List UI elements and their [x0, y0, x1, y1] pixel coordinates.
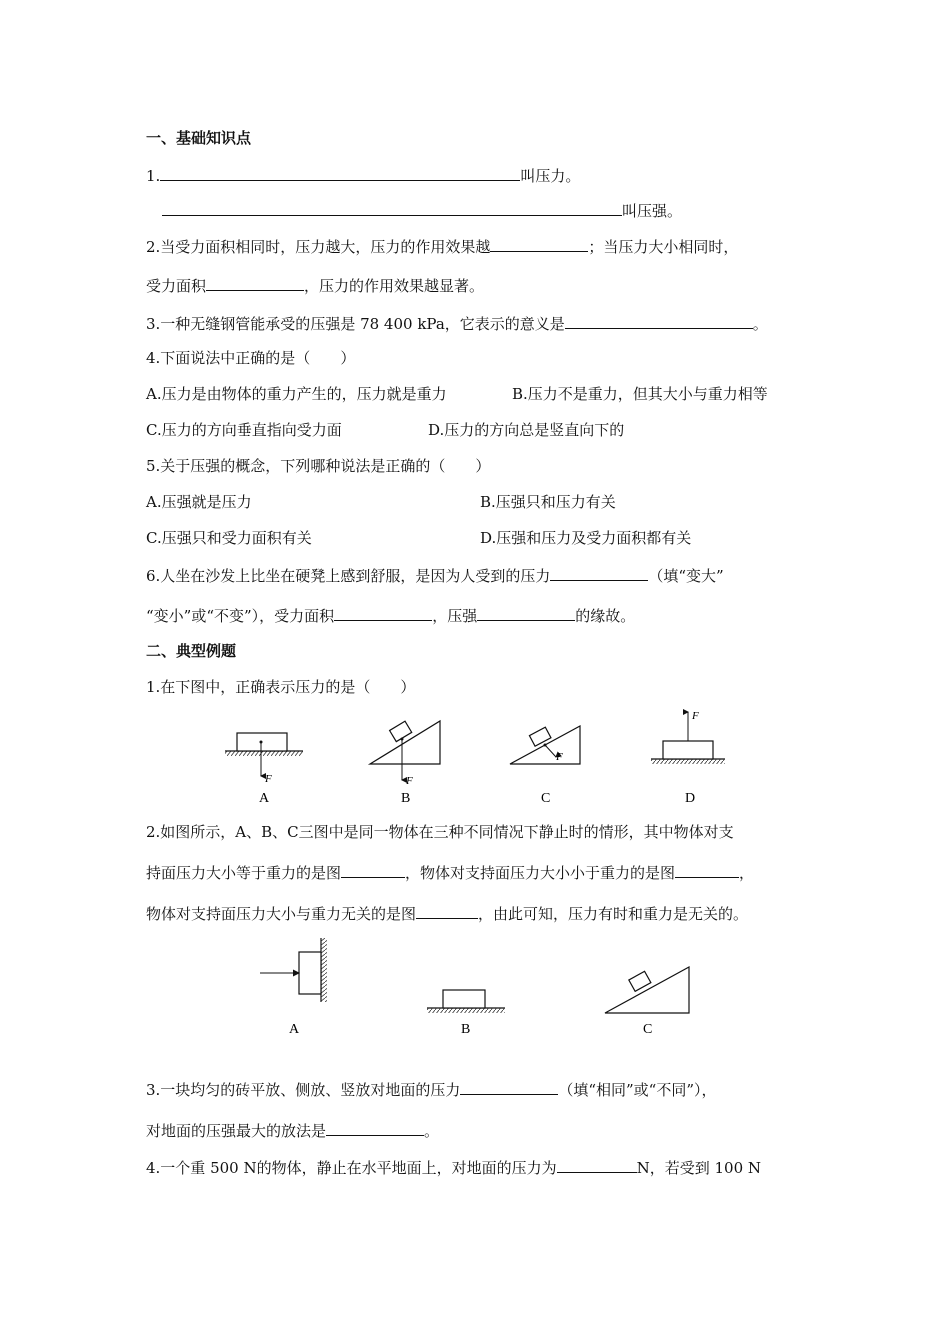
e4-text-a: 4.一个重 500 N的物体，静止在水平地面上，对地面的压力为	[146, 1159, 557, 1177]
example-4	[146, 1157, 761, 1178]
q5-option-a[interactable]: A.压强就是压力	[146, 493, 252, 511]
example-3-cont	[146, 1120, 439, 1141]
q6-text-c: “变小”或“不变”），受力面积	[146, 607, 335, 625]
q3-text-b: 。	[752, 315, 768, 333]
q2-text-a: 2.当受力面积相同时，压力越大，压力的作用效果越	[146, 238, 491, 256]
q4-option-d[interactable]: D.压力的方向总是竖直向下的	[428, 421, 625, 439]
e2-text-c: ，物体对支持面压力大小小于重力的是图	[405, 864, 676, 882]
e2-blank-3[interactable]	[416, 903, 478, 919]
question-5: 5.关于压强的概念，下列哪种说法是正确的（ ）	[146, 457, 491, 475]
fig2-label-c: C	[643, 1022, 653, 1037]
question-1b	[162, 200, 682, 221]
question-1	[146, 165, 580, 186]
example-1: 1.在下图中，正确表示压力的是（ ）	[146, 678, 416, 696]
q4-option-c[interactable]: C.压力的方向垂直指向受力面	[146, 421, 342, 439]
question-4: 4.下面说法中正确的是（ ）	[146, 349, 356, 367]
e2-text-d: ，	[739, 864, 755, 882]
q5-option-c[interactable]: C.压强只和受力面积有关	[146, 529, 312, 547]
fig1-label-a: A	[259, 791, 270, 806]
fig2-diagram-b	[427, 990, 505, 1013]
q1-blank[interactable]	[160, 165, 520, 181]
q4-option-a[interactable]: A.压力是由物体的重力产生的，压力就是重力	[146, 385, 447, 403]
q5-option-d[interactable]: D.压强和压力及受力面积都有关	[480, 529, 692, 547]
e3-blank-2[interactable]	[326, 1120, 424, 1136]
e3-text-c: 对地面的压强最大的放法是	[146, 1122, 327, 1140]
fig2-label-a: A	[289, 1022, 300, 1037]
e4-blank-1[interactable]	[557, 1157, 637, 1173]
q2-text-d: ，压力的作用效果越显著。	[304, 277, 485, 295]
e3-text-d: 。	[424, 1122, 440, 1140]
fig1-label-b: B	[401, 791, 411, 806]
section-title-basics: 一、基础知识点	[146, 129, 252, 147]
fig1-a-force-label: F	[265, 773, 272, 785]
q1b-suffix: 叫压强。	[622, 202, 683, 220]
e3-text-b: （填“相同”或“不同”），	[558, 1081, 717, 1099]
figure-force-diagrams	[215, 706, 735, 806]
e2-blank-2[interactable]	[675, 862, 739, 878]
q6-blank-1[interactable]	[550, 565, 648, 581]
q6-text-e: 的缘故。	[575, 607, 636, 625]
example-2: 2.如图所示，A、B、C三图中是同一物体在三种不同情况下静止时的情形，其中物体对支	[146, 823, 734, 841]
example-2-cont2	[146, 903, 748, 924]
fig1-c-force-label: F	[556, 751, 563, 763]
fig2-diagram-a	[260, 938, 327, 1002]
q3-blank[interactable]	[565, 313, 753, 329]
fig1-diagram-d	[651, 710, 725, 764]
fig1-diagram-a	[225, 733, 303, 785]
question-6-cont	[146, 605, 635, 626]
e3-text-a: 3.一块均匀的砖平放、侧放、竖放对地面的压力	[146, 1081, 461, 1099]
q2-text-c: 受力面积	[146, 277, 207, 295]
question-3	[146, 313, 768, 334]
q6-blank-3[interactable]	[477, 605, 575, 621]
e2-text-f: ，由此可知，压力有时和重力是无关的。	[478, 905, 749, 923]
q3-text-a: 3.一种无缝钢管能承受的压强是 78 400 kPa，它表示的意义是	[146, 315, 565, 333]
question-2	[146, 236, 738, 257]
fig1-label-d: D	[685, 791, 696, 806]
example-2-cont	[146, 862, 754, 883]
e2-blank-1[interactable]	[341, 862, 405, 878]
fig1-d-force-label: F	[692, 710, 699, 722]
e4-text-b: N，若受到 100 N	[636, 1159, 762, 1177]
e3-blank-1[interactable]	[460, 1079, 558, 1095]
question-2-cont	[146, 275, 484, 296]
fig1-diagram-b	[370, 721, 440, 787]
fig1-b-force-label: F	[406, 775, 413, 787]
fig1-diagram-c	[510, 726, 580, 764]
fig2-diagram-c	[605, 967, 689, 1013]
q6-text-b: （填“变大”	[648, 567, 724, 585]
figure-support-surfaces	[255, 930, 715, 1040]
section-title-examples: 二、典型例题	[146, 642, 237, 660]
q6-blank-2[interactable]	[334, 605, 432, 621]
q4-option-b[interactable]: B.压力不是重力，但其大小与重力相等	[512, 385, 768, 403]
e2-text-b: 持面压力大小等于重力的是图	[146, 864, 342, 882]
question-6	[146, 565, 724, 586]
q1b-blank[interactable]	[162, 200, 622, 216]
q2-text-b: ；当压力大小相同时，	[588, 238, 739, 256]
e2-text-e: 物体对支持面压力大小与重力无关的是图	[146, 905, 417, 923]
fig2-label-b: B	[461, 1022, 471, 1037]
q2-blank-1[interactable]	[490, 236, 588, 252]
q6-text-d: ，压强	[432, 607, 478, 625]
q1-number: 1.	[146, 167, 161, 185]
example-3	[146, 1079, 717, 1100]
q6-text-a: 6.人坐在沙发上比坐在硬凳上感到舒服，是因为人受到的压力	[146, 567, 551, 585]
q5-option-b[interactable]: B.压强只和压力有关	[480, 493, 616, 511]
q2-blank-2[interactable]	[206, 275, 304, 291]
q1-suffix: 叫压力。	[520, 167, 581, 185]
fig1-label-c: C	[541, 791, 551, 806]
